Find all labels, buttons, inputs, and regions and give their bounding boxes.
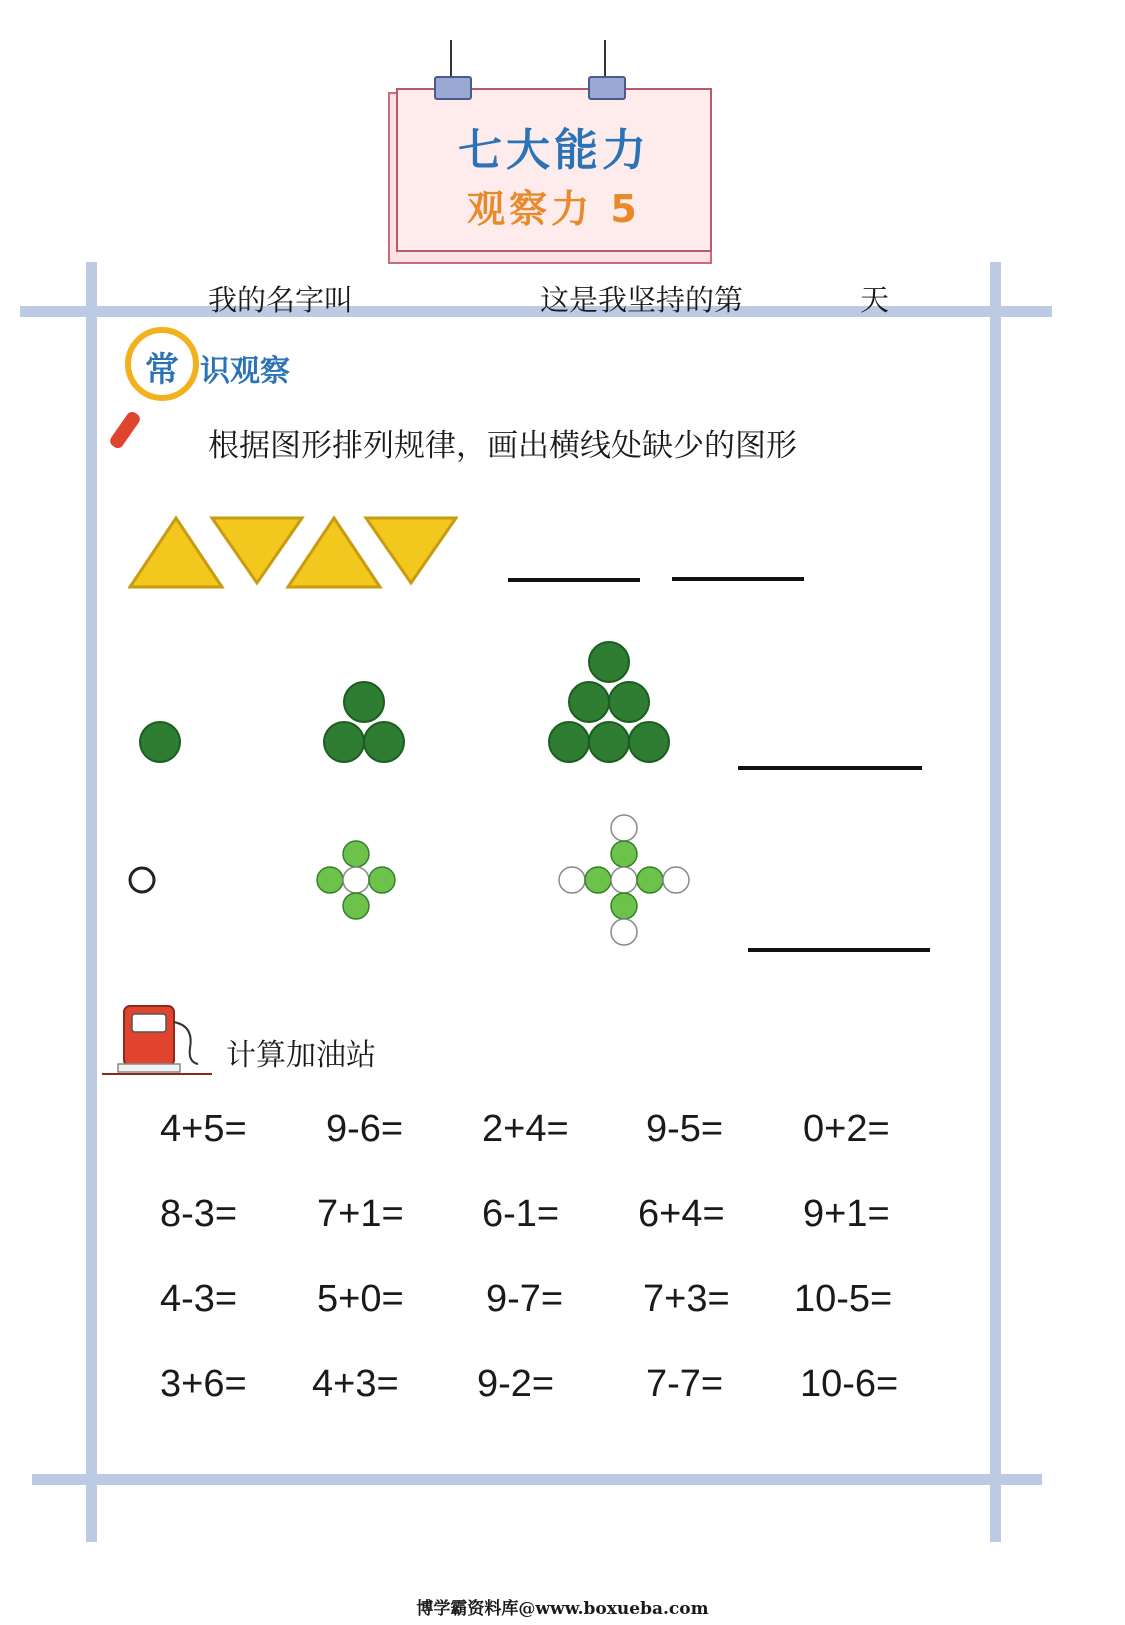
day-suffix: 天	[860, 283, 890, 317]
title-card	[396, 88, 712, 252]
dot	[343, 893, 369, 919]
dot	[611, 815, 637, 841]
paper-clip-right-icon	[588, 76, 626, 100]
dot	[343, 841, 369, 867]
equation: 4+3=	[312, 1363, 399, 1405]
hanging-wire-left	[450, 40, 452, 80]
paper-clip-left-icon	[434, 76, 472, 100]
equation: 8-3=	[160, 1193, 238, 1235]
dot	[609, 682, 649, 722]
green-dot-pyramids	[130, 640, 690, 770]
equation: 6+4=	[638, 1193, 725, 1235]
equation: 10-5=	[794, 1278, 893, 1320]
dot	[324, 722, 364, 762]
dot	[369, 867, 395, 893]
equation: 7+3=	[643, 1278, 730, 1320]
dot	[611, 867, 637, 893]
section1-title: 识观察	[200, 354, 290, 389]
dot	[637, 867, 663, 893]
empty-circle	[130, 868, 154, 892]
equation: 9-2=	[477, 1363, 555, 1405]
frame-bottom-bar	[32, 1474, 1042, 1485]
dot	[569, 682, 609, 722]
frame-right-bar	[990, 262, 1001, 1542]
equation: 3+6=	[160, 1363, 247, 1405]
triangle-down-2	[366, 518, 456, 583]
equation: 0+2=	[803, 1108, 890, 1150]
frame-left-bar	[86, 262, 97, 1542]
triangle-down-1	[212, 518, 302, 583]
frame-top-bar	[20, 306, 1052, 317]
dot	[140, 722, 180, 762]
dot	[611, 919, 637, 945]
dot	[343, 867, 369, 893]
equation: 10-6=	[800, 1363, 899, 1405]
answer-blank-3[interactable]	[738, 766, 922, 770]
answer-blank-4[interactable]	[748, 948, 930, 952]
cross-patterns	[120, 812, 720, 952]
equation: 4+5=	[160, 1108, 247, 1150]
dot	[629, 722, 669, 762]
dot	[559, 867, 585, 893]
section2-title: 计算加油站	[226, 1038, 376, 1073]
footer-watermark: 博学霸资料库@www.boxueba.com	[416, 1599, 709, 1619]
dot	[364, 722, 404, 762]
equation: 9-6=	[326, 1108, 404, 1150]
dot	[344, 682, 384, 722]
title-line-2: 观察力 5	[467, 187, 641, 231]
hanging-wire-right	[604, 40, 606, 80]
dot	[317, 867, 343, 893]
equation: 9-5=	[646, 1108, 724, 1150]
triangle-sequence	[128, 515, 458, 590]
equation: 9-7=	[486, 1278, 564, 1320]
dot	[589, 642, 629, 682]
answer-blank-1[interactable]	[508, 578, 640, 582]
dot	[611, 893, 637, 919]
equation: 2+4=	[482, 1108, 569, 1150]
dot	[611, 841, 637, 867]
triangle-up-2	[288, 518, 380, 587]
section1-badge-char: 常	[145, 350, 179, 390]
equation: 7-7=	[646, 1363, 724, 1405]
dot	[585, 867, 611, 893]
instruction-text: 根据图形排列规律，画出横线处缺少的图形	[208, 428, 797, 464]
equation: 9+1=	[803, 1193, 890, 1235]
day-label: 这是我坚持的第	[540, 283, 744, 317]
dot	[663, 867, 689, 893]
equation: 5+0=	[317, 1278, 404, 1320]
equation: 6-1=	[482, 1193, 560, 1235]
title-line-1: 七大能力	[458, 125, 650, 176]
equation: 7+1=	[317, 1193, 404, 1235]
dot	[589, 722, 629, 762]
answer-blank-2[interactable]	[672, 577, 804, 581]
equation: 4-3=	[160, 1278, 238, 1320]
name-label: 我的名字叫	[208, 283, 354, 317]
triangle-up-1	[130, 518, 222, 587]
gas-pump-icon	[102, 1002, 212, 1080]
dot	[549, 722, 589, 762]
